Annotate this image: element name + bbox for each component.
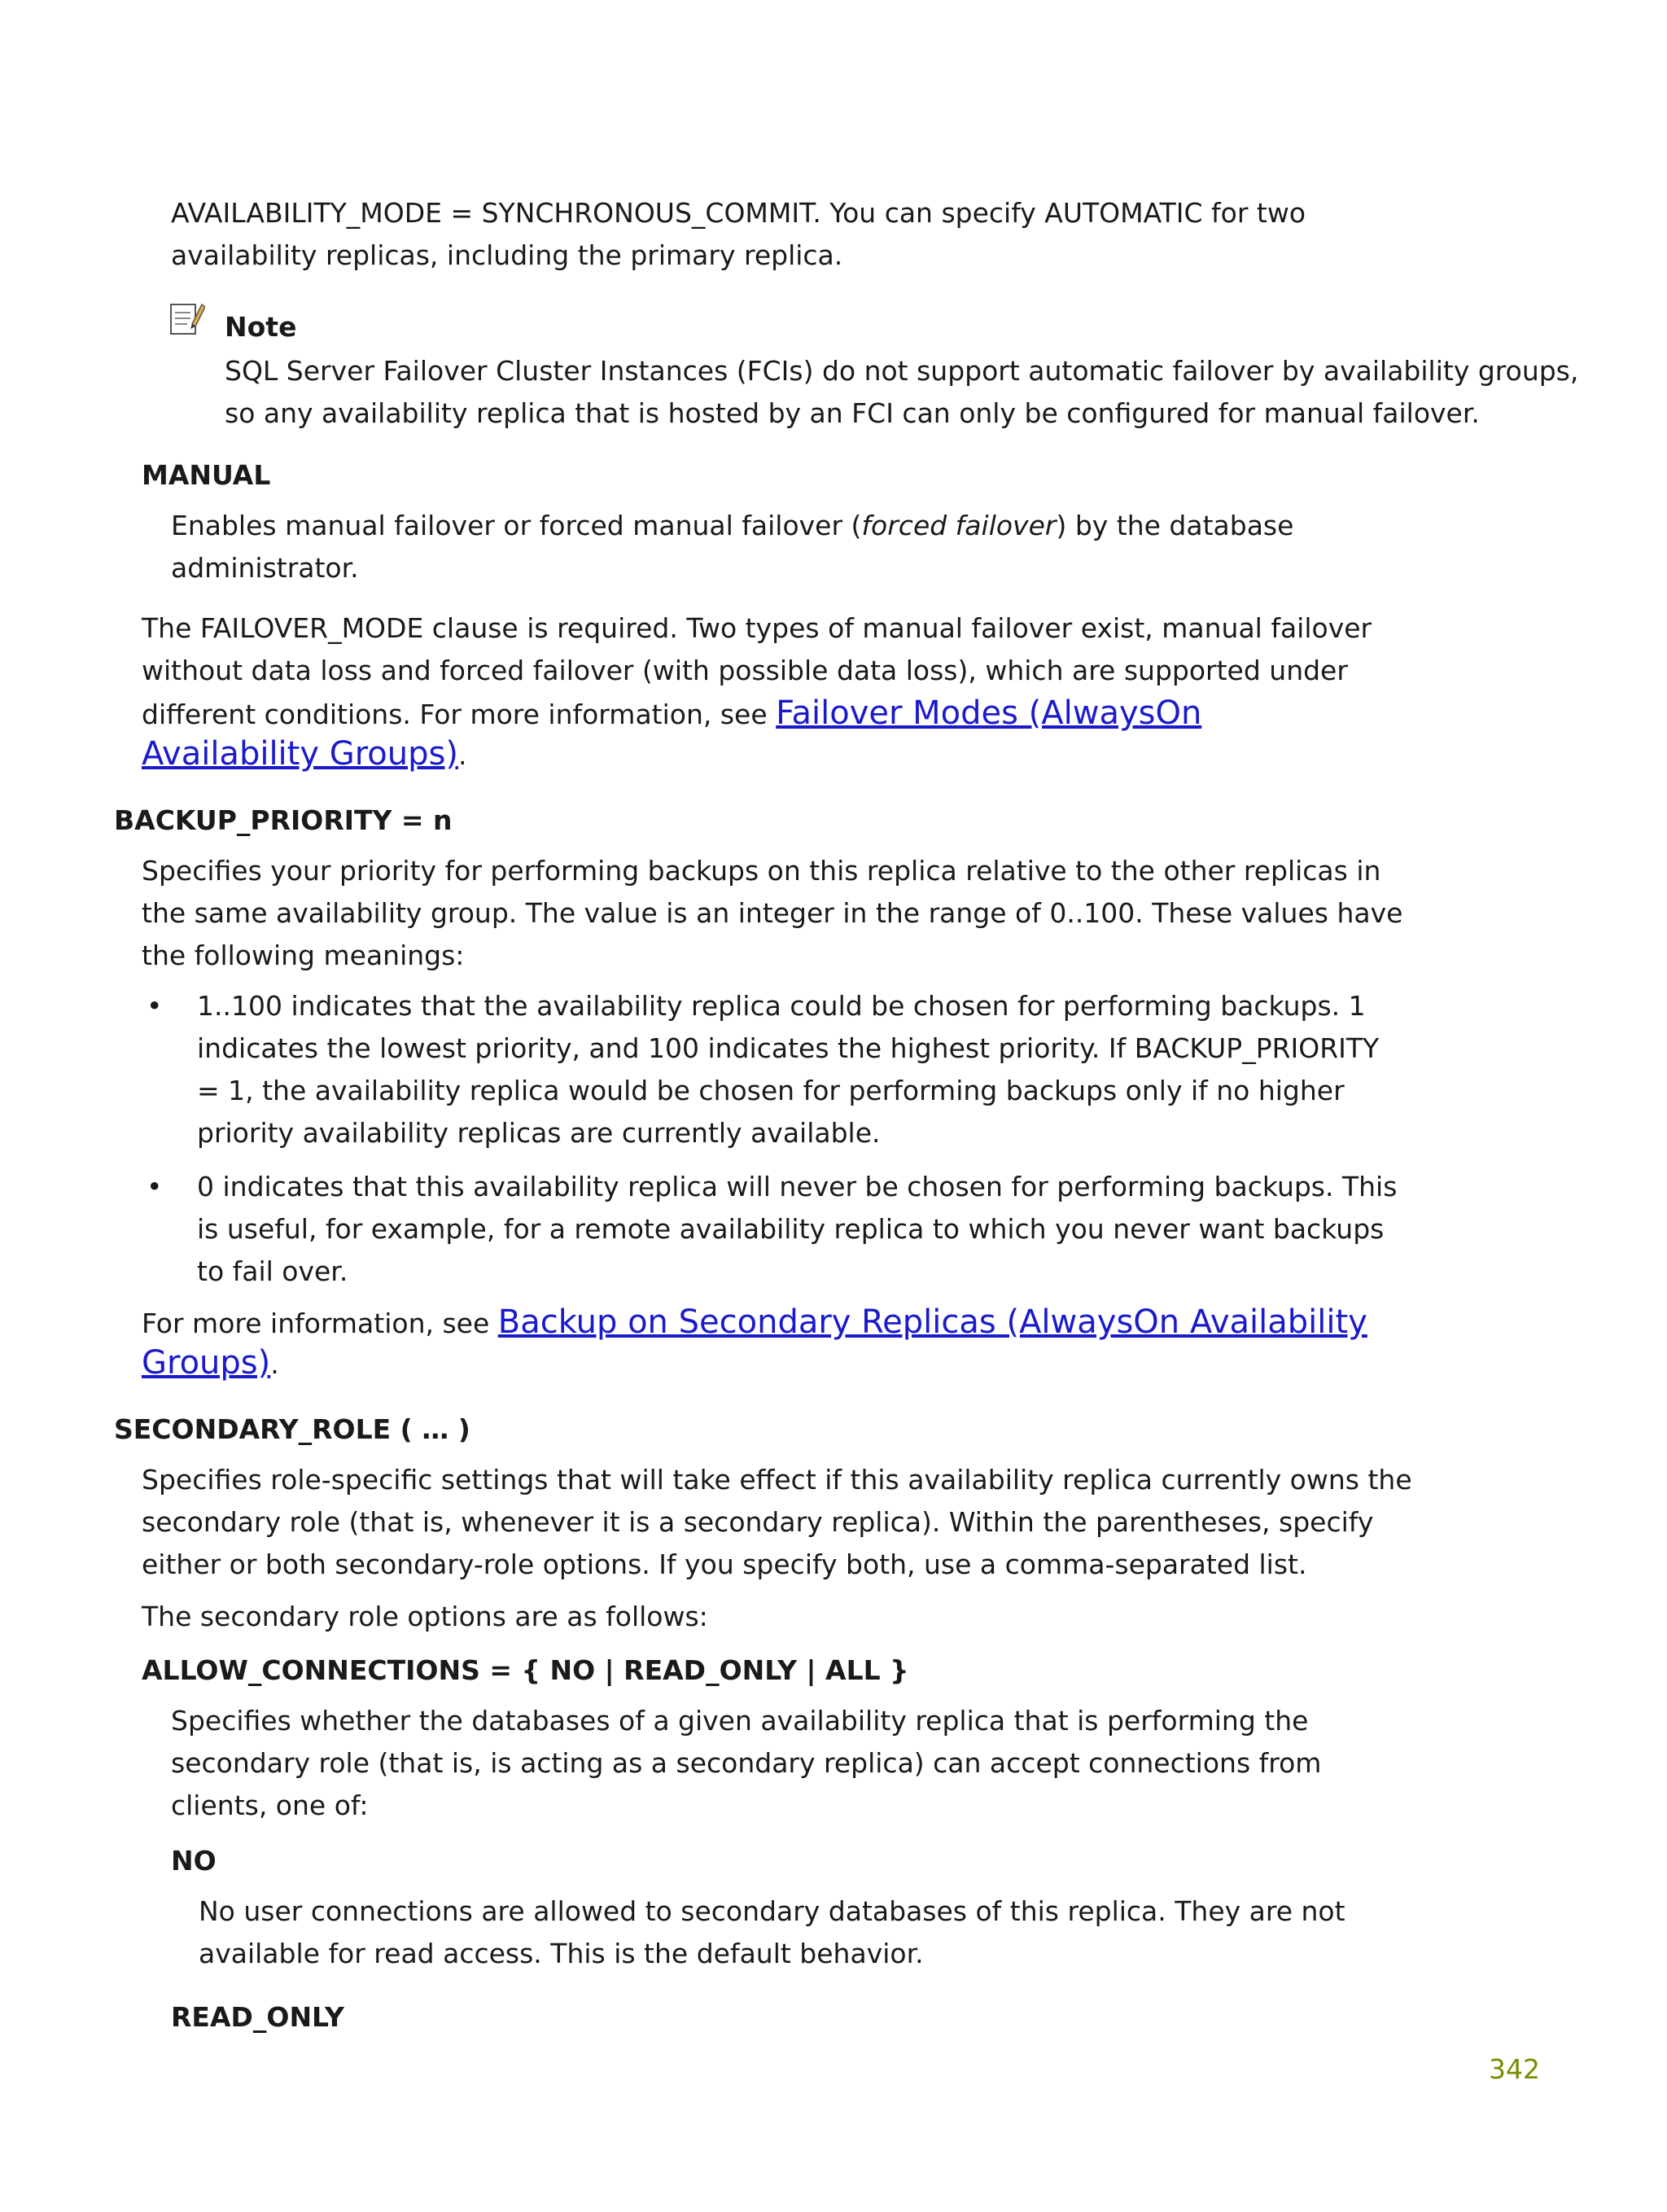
manual-text-a: Enables manual failover or forced manual failover (: [171, 510, 862, 541]
backup-secondary-link[interactable]: Backup on Secondary Replicas (AlwaysOn Availability: [497, 1303, 1367, 1341]
manual-line: administrator.: [171, 552, 359, 584]
para-line: availability replicas, including the primary replica.: [171, 239, 843, 271]
backup-line: Specifies your priority for performing backups on this replica relative to the other replicas in: [142, 855, 1381, 887]
allow-line: Specifies whether the databases of a given availability replica that is performing the: [171, 1705, 1309, 1737]
no-heading: NO: [171, 1845, 217, 1877]
failover-modes-link[interactable]: Failover Modes (AlwaysOn: [776, 694, 1202, 732]
manual-heading: MANUAL: [142, 459, 271, 491]
no-line: available for read access. This is the default behavior.: [199, 1938, 924, 1969]
period: .: [457, 739, 467, 771]
backup-secondary-link-cont[interactable]: Groups): [142, 1344, 271, 1382]
failover-modes-link-cont[interactable]: Availability Groups): [142, 735, 458, 773]
secondary-line: either or both secondary-role options. If you specify both, use a comma-separated list.: [142, 1548, 1307, 1580]
failover-text: different conditions. For more information, see: [142, 699, 777, 730]
no-line: No user connections are allowed to secondary databases of this replica. They are not: [199, 1895, 1345, 1927]
moreinfo-line: [142, 1342, 279, 1386]
bullet-line: priority availability replicas are currently available.: [197, 1117, 881, 1149]
secondary-line: secondary role (that is, whenever it is a secondary replica). Within the parentheses, specify: [142, 1506, 1374, 1538]
moreinfo-line: [142, 1301, 1367, 1345]
bullet-line: 1..100 indicates that the availability replica could be chosen for performing backups. 1: [197, 990, 1366, 1022]
bullet-line: 0 indicates that this availability replica will never be chosen for performing backups. This: [197, 1171, 1398, 1202]
para-line: AVAILABILITY_MODE = SYNCHRONOUS_COMMIT. You can specify AUTOMATIC for two: [171, 197, 1306, 229]
bullet-icon: •: [147, 990, 163, 1022]
allow-line: secondary role (that is, is acting as a secondary replica) can accept connections from: [171, 1747, 1322, 1779]
backup-line: the same availability group. The value is an integer in the range of 0..100. These values have: [142, 897, 1403, 929]
allow-line: clients, one of:: [171, 1789, 369, 1821]
note-line: so any availability replica that is hosted by an FCI can only be configured for manual failover.: [225, 397, 1480, 429]
failover-line: The FAILOVER_MODE clause is required. Two types of manual failover exist, manual failover: [142, 612, 1372, 644]
manual-text-em: forced failover: [861, 510, 1057, 541]
secondary-options-line: The secondary role options are as follows:: [142, 1601, 708, 1632]
bullet-line: = 1, the availability replica would be chosen for performing backups only if no higher: [197, 1075, 1345, 1106]
bullet-line: to fail over.: [197, 1255, 348, 1287]
moreinfo-text: For more information, see: [142, 1307, 498, 1339]
failover-line: [142, 692, 1201, 736]
allow-connections-heading: ALLOW_CONNECTIONS = { NO | READ_ONLY | ALL }: [142, 1654, 909, 1686]
page-number: 342: [1489, 2053, 1540, 2085]
backup-priority-heading: BACKUP_PRIORITY = n: [114, 804, 453, 836]
failover-line: without data loss and forced failover (with possible data loss), which are supported under: [142, 655, 1348, 686]
note-icon: [168, 300, 205, 337]
backup-line: the following meanings:: [142, 940, 465, 971]
failover-line: [142, 733, 466, 777]
bullet-icon: •: [147, 1171, 163, 1202]
bullet-line: is useful, for example, for a remote availability replica to which you never want backups: [197, 1213, 1385, 1245]
note-title: Note: [225, 311, 297, 343]
bullet-line: indicates the lowest priority, and 100 indicates the highest priority. If BACKUP_PRIORITY: [197, 1032, 1380, 1064]
note-line: SQL Server Failover Cluster Instances (FCIs) do not support automatic failover by availability groups,: [225, 355, 1579, 387]
manual-text-b: ) by the database: [1056, 510, 1294, 541]
manual-line: [171, 505, 1293, 547]
period: .: [270, 1348, 279, 1380]
read-only-heading: READ_ONLY: [171, 2001, 344, 2033]
secondary-line: Specifies role-specific settings that will take effect if this availability replica currently owns the: [142, 1464, 1412, 1496]
secondary-role-heading: SECONDARY_ROLE ( … ): [114, 1413, 470, 1445]
